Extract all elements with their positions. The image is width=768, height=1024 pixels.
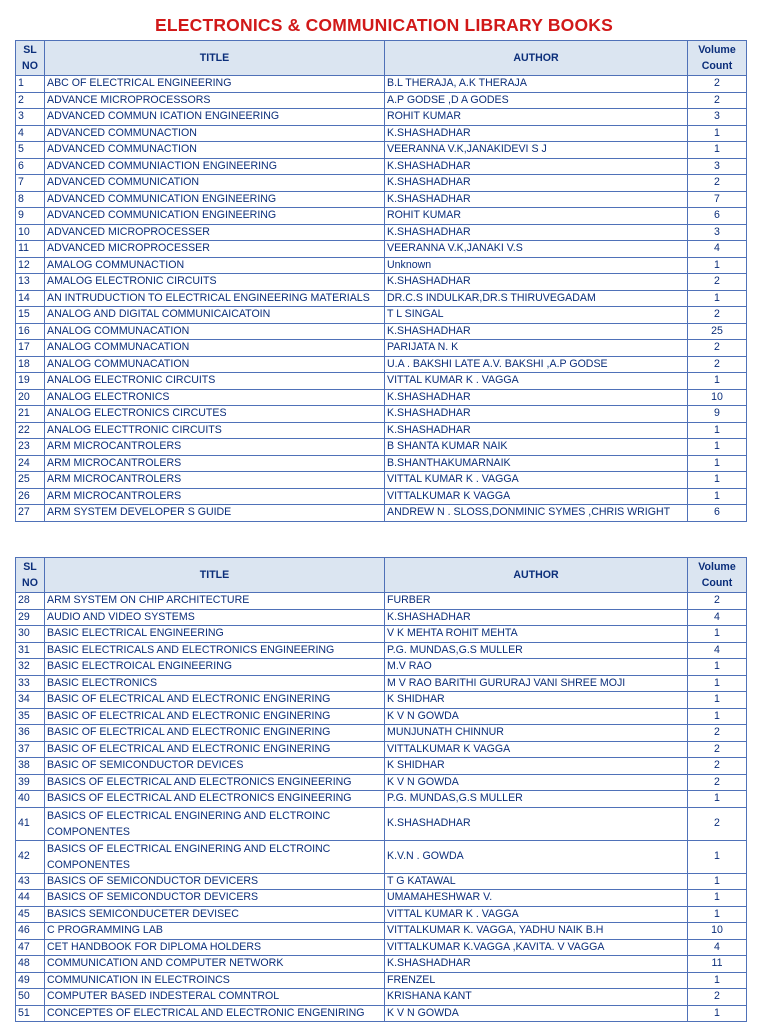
table-row	[16, 76, 747, 93]
title-cell: ARM SYSTEM DEVELOPER S GUIDE	[45, 505, 385, 522]
title-cell: BASICS OF SEMICONDUCTOR DEVICERS	[45, 873, 385, 890]
table-row	[16, 840, 747, 873]
title-cell: BASICS OF ELECTRICAL ENGINERING AND ELCTROINC COMPONENTES	[45, 807, 385, 840]
title-cell: ANALOG COMMUNACATION	[45, 323, 385, 340]
title-cell: ARM MICROCANTROLERS	[45, 439, 385, 456]
author-cell: VITTALKUMAR K. VAGGA, YADHU NAIK B.H	[385, 923, 688, 940]
author-cell: K.SHASHADHAR	[385, 274, 688, 291]
volume-count-cell: 3	[688, 158, 747, 175]
volume-count-cell: 2	[688, 989, 747, 1006]
table-row	[16, 241, 747, 258]
author-cell: K SHIDHAR	[385, 758, 688, 775]
author-cell: K.SHASHADHAR	[385, 807, 688, 840]
sl-no-cell: 36	[16, 725, 45, 742]
volume-count-cell: 1	[688, 840, 747, 873]
table-row	[16, 807, 747, 840]
author-cell: VEERANNA V.K,JANAKI V.S	[385, 241, 688, 258]
sl-no-cell: 13	[16, 274, 45, 291]
author-cell: M.V RAO	[385, 659, 688, 676]
header-title: TITLE	[45, 558, 385, 593]
sl-no-cell: 46	[16, 923, 45, 940]
sl-no-cell: 20	[16, 389, 45, 406]
sl-no-cell: 37	[16, 741, 45, 758]
sl-no-cell: 3	[16, 109, 45, 126]
volume-count-cell: 3	[688, 224, 747, 241]
sl-no-cell: 33	[16, 675, 45, 692]
table-row	[16, 505, 747, 522]
sl-no-cell: 23	[16, 439, 45, 456]
author-cell: UMAMAHESHWAR V.	[385, 890, 688, 907]
title-cell: CONCEPTES OF ELECTRICAL AND ELECTRONIC ENGENIRING	[45, 1005, 385, 1022]
title-cell: CET HANDBOOK FOR DIPLOMA HOLDERS	[45, 939, 385, 956]
table-row	[16, 972, 747, 989]
title-cell: BASIC ELECTRONICS	[45, 675, 385, 692]
table-row	[16, 142, 747, 159]
author-cell: VITTALKUMAR K VAGGA	[385, 488, 688, 505]
table-row	[16, 422, 747, 439]
author-cell: PARIJATA N. K	[385, 340, 688, 357]
author-cell: K V N GOWDA	[385, 708, 688, 725]
table-row	[16, 725, 747, 742]
sl-no-cell: 11	[16, 241, 45, 258]
author-cell: K.SHASHADHAR	[385, 422, 688, 439]
title-cell: BASIC OF ELECTRICAL AND ELECTRONIC ENGINERING	[45, 692, 385, 709]
volume-count-cell: 6	[688, 505, 747, 522]
title-cell: BASIC OF ELECTRICAL AND ELECTRONIC ENGINERING	[45, 725, 385, 742]
table-row	[16, 323, 747, 340]
sl-no-cell: 9	[16, 208, 45, 225]
author-cell: VEERANNA V.K,JANAKIDEVI S J	[385, 142, 688, 159]
table-row	[16, 906, 747, 923]
author-cell: T L SINGAL	[385, 307, 688, 324]
sl-no-cell: 4	[16, 125, 45, 142]
sl-no-cell: 43	[16, 873, 45, 890]
author-cell: K.SHASHADHAR	[385, 956, 688, 973]
sl-no-cell: 14	[16, 290, 45, 307]
sl-no-cell: 18	[16, 356, 45, 373]
title-cell: ANALOG ELECTRONICS	[45, 389, 385, 406]
table-row	[16, 290, 747, 307]
title-cell: COMMUNICATION AND COMPUTER NETWORK	[45, 956, 385, 973]
table-row	[16, 956, 747, 973]
volume-count-cell: 4	[688, 642, 747, 659]
title-cell: BASICS OF SEMICONDUCTOR DEVICERS	[45, 890, 385, 907]
table-row	[16, 455, 747, 472]
table-row	[16, 109, 747, 126]
author-cell: VITTAL KUMAR K . VAGGA	[385, 906, 688, 923]
volume-count-cell: 1	[688, 455, 747, 472]
volume-count-cell: 11	[688, 956, 747, 973]
title-cell: ARM SYSTEM ON CHIP ARCHITECTURE	[45, 593, 385, 610]
title-cell: ADVANCED COMMUNIACTION ENGINEERING	[45, 158, 385, 175]
author-cell: K V N GOWDA	[385, 1005, 688, 1022]
author-cell: K.SHASHADHAR	[385, 609, 688, 626]
table-row	[16, 593, 747, 610]
title-cell: COMMUNICATION IN ELECTROINCS	[45, 972, 385, 989]
table-row	[16, 989, 747, 1006]
table-body	[16, 76, 747, 522]
sl-no-cell: 19	[16, 373, 45, 390]
sl-no-cell: 26	[16, 488, 45, 505]
author-cell: A.P GODSE ,D A GODES	[385, 92, 688, 109]
table-row	[16, 609, 747, 626]
sl-no-cell: 2	[16, 92, 45, 109]
title-cell: AN INTRUDUCTION TO ELECTRICAL ENGINEERING MATERIALS	[45, 290, 385, 307]
volume-count-cell: 1	[688, 373, 747, 390]
table-row	[16, 439, 747, 456]
volume-count-cell: 1	[688, 626, 747, 643]
table-row	[16, 191, 747, 208]
sl-no-cell: 47	[16, 939, 45, 956]
table-row	[16, 307, 747, 324]
author-cell: B SHANTA KUMAR NAIK	[385, 439, 688, 456]
volume-count-cell: 1	[688, 488, 747, 505]
author-cell: K.SHASHADHAR	[385, 224, 688, 241]
sl-no-cell: 35	[16, 708, 45, 725]
sl-no-cell: 32	[16, 659, 45, 676]
sl-no-cell: 24	[16, 455, 45, 472]
volume-count-cell: 1	[688, 791, 747, 808]
table-row	[16, 356, 747, 373]
volume-count-cell: 1	[688, 890, 747, 907]
volume-count-cell: 10	[688, 389, 747, 406]
author-cell: K.SHASHADHAR	[385, 158, 688, 175]
sl-no-cell: 5	[16, 142, 45, 159]
sl-no-cell: 15	[16, 307, 45, 324]
author-cell: P.G. MUNDAS,G.S MULLER	[385, 791, 688, 808]
title-cell: COMPUTER BASED INDESTERAL COMNTROL	[45, 989, 385, 1006]
table-row	[16, 208, 747, 225]
author-cell: K SHIDHAR	[385, 692, 688, 709]
volume-count-cell: 3	[688, 109, 747, 126]
title-cell: ANALOG ELECTRONICS CIRCUTES	[45, 406, 385, 423]
volume-count-cell: 1	[688, 290, 747, 307]
volume-count-cell: 1	[688, 659, 747, 676]
title-cell: AMALOG COMMUNACTION	[45, 257, 385, 274]
table-header-row	[16, 558, 747, 593]
title-cell: AMALOG ELECTRONIC CIRCUITS	[45, 274, 385, 291]
sl-no-cell: 17	[16, 340, 45, 357]
sl-no-cell: 41	[16, 807, 45, 840]
sl-no-cell: 25	[16, 472, 45, 489]
title-cell: C PROGRAMMING LAB	[45, 923, 385, 940]
title-cell: BASICS OF ELECTRICAL AND ELECTRONICS ENGINEERING	[45, 791, 385, 808]
header-title: TITLE	[45, 41, 385, 76]
volume-count-cell: 2	[688, 774, 747, 791]
title-cell: BASIC OF ELECTRICAL AND ELECTRONIC ENGINERING	[45, 708, 385, 725]
author-cell: KRISHANA KANT	[385, 989, 688, 1006]
table-row	[16, 92, 747, 109]
volume-count-cell: 1	[688, 439, 747, 456]
volume-count-cell: 2	[688, 356, 747, 373]
sl-no-cell: 8	[16, 191, 45, 208]
sl-no-cell: 42	[16, 840, 45, 873]
table-row	[16, 890, 747, 907]
title-cell: ARM MICROCANTROLERS	[45, 472, 385, 489]
author-cell: ANDREW N . SLOSS,DONMINIC SYMES ,CHRIS WRIGHT	[385, 505, 688, 522]
table-row	[16, 125, 747, 142]
header-author: AUTHOR	[385, 558, 688, 593]
sl-no-cell: 40	[16, 791, 45, 808]
table-row	[16, 692, 747, 709]
volume-count-cell: 6	[688, 208, 747, 225]
author-cell: Unknown	[385, 257, 688, 274]
volume-count-cell: 2	[688, 593, 747, 610]
sl-no-cell: 29	[16, 609, 45, 626]
sl-no-cell: 12	[16, 257, 45, 274]
title-cell: BASIC OF SEMICONDUCTOR DEVICES	[45, 758, 385, 775]
author-cell: K.V.N . GOWDA	[385, 840, 688, 873]
author-cell: VITTAL KUMAR K . VAGGA	[385, 373, 688, 390]
title-cell: ANALOG AND DIGITAL COMMUNICAICATOIN	[45, 307, 385, 324]
header-sl-no: SL NO	[16, 41, 45, 76]
sl-no-cell: 10	[16, 224, 45, 241]
title-cell: BASICS OF ELECTRICAL ENGINERING AND ELCTROINC COMPONENTES	[45, 840, 385, 873]
header-volume-count: Volume Count	[688, 41, 747, 76]
sl-no-cell: 39	[16, 774, 45, 791]
author-cell: K.SHASHADHAR	[385, 191, 688, 208]
title-cell: ADVANCED COMMUNICATION ENGINEERING	[45, 191, 385, 208]
header-volume-count: Volume Count	[688, 558, 747, 593]
table-row	[16, 257, 747, 274]
table-row	[16, 939, 747, 956]
books-table-2	[15, 557, 747, 1022]
volume-count-cell: 25	[688, 323, 747, 340]
sl-no-cell: 50	[16, 989, 45, 1006]
sl-no-cell: 31	[16, 642, 45, 659]
table-row	[16, 873, 747, 890]
table-row	[16, 708, 747, 725]
table-header-row	[16, 41, 747, 76]
title-cell: ADVANCED COMMUNICATION	[45, 175, 385, 192]
author-cell: T G KATAWAL	[385, 873, 688, 890]
author-cell: ROHIT KUMAR	[385, 208, 688, 225]
author-cell: K V N GOWDA	[385, 774, 688, 791]
sl-no-cell: 44	[16, 890, 45, 907]
table-row	[16, 675, 747, 692]
volume-count-cell: 7	[688, 191, 747, 208]
sl-no-cell: 49	[16, 972, 45, 989]
title-cell: ADVANCED COMMUNICATION ENGINEERING	[45, 208, 385, 225]
title-cell: AUDIO AND VIDEO SYSTEMS	[45, 609, 385, 626]
author-cell: FURBER	[385, 593, 688, 610]
author-cell: K.SHASHADHAR	[385, 125, 688, 142]
table-row	[16, 774, 747, 791]
table-row	[16, 758, 747, 775]
sl-no-cell: 34	[16, 692, 45, 709]
sl-no-cell: 48	[16, 956, 45, 973]
sl-no-cell: 28	[16, 593, 45, 610]
volume-count-cell: 2	[688, 741, 747, 758]
title-cell: BASIC ELECTRICAL ENGINEERING	[45, 626, 385, 643]
header-author: AUTHOR	[385, 41, 688, 76]
sl-no-cell: 27	[16, 505, 45, 522]
table-row	[16, 1005, 747, 1022]
books-table-1	[15, 40, 747, 522]
volume-count-cell: 2	[688, 92, 747, 109]
title-cell: ANALOG ELECTTRONIC CIRCUITS	[45, 422, 385, 439]
volume-count-cell: 2	[688, 725, 747, 742]
page-title: ELECTRONICS & COMMUNICATION LIBRARY BOOKS	[154, 15, 613, 35]
sl-no-cell: 30	[16, 626, 45, 643]
author-cell: K.SHASHADHAR	[385, 389, 688, 406]
title-cell: ARM MICROCANTROLERS	[45, 488, 385, 505]
author-cell: VITTALKUMAR K VAGGA	[385, 741, 688, 758]
sl-no-cell: 7	[16, 175, 45, 192]
table-row	[16, 488, 747, 505]
volume-count-cell: 1	[688, 472, 747, 489]
volume-count-cell: 1	[688, 692, 747, 709]
title-cell: ADVANCED COMMUNACTION	[45, 142, 385, 159]
table-row	[16, 472, 747, 489]
table-row	[16, 158, 747, 175]
volume-count-cell: 1	[688, 708, 747, 725]
volume-count-cell: 1	[688, 972, 747, 989]
author-cell: B.SHANTHAKUMARNAIK	[385, 455, 688, 472]
sl-no-cell: 22	[16, 422, 45, 439]
table-row	[16, 791, 747, 808]
author-cell: ROHIT KUMAR	[385, 109, 688, 126]
volume-count-cell: 4	[688, 609, 747, 626]
title-cell: ANALOG COMMUNACATION	[45, 356, 385, 373]
table-row	[16, 340, 747, 357]
header-sl-no: SL NO	[16, 558, 45, 593]
sl-no-cell: 16	[16, 323, 45, 340]
volume-count-cell: 10	[688, 923, 747, 940]
volume-count-cell: 1	[688, 125, 747, 142]
volume-count-cell: 9	[688, 406, 747, 423]
volume-count-cell: 1	[688, 1005, 747, 1022]
volume-count-cell: 1	[688, 422, 747, 439]
volume-count-cell: 2	[688, 807, 747, 840]
author-cell: M V RAO BARITHI GURURAJ VANI SHREE MOJI	[385, 675, 688, 692]
author-cell: DR.C.S INDULKAR,DR.S THIRUVEGADAM	[385, 290, 688, 307]
title-cell: ADVANCE MICROPROCESSORS	[45, 92, 385, 109]
volume-count-cell: 1	[688, 675, 747, 692]
table-row	[16, 406, 747, 423]
volume-count-cell: 1	[688, 257, 747, 274]
title-cell: BASIC ELECTRICALS AND ELECTRONICS ENGINEERING	[45, 642, 385, 659]
author-cell: U.A . BAKSHI LATE A.V. BAKSHI ,A.P GODSE	[385, 356, 688, 373]
table-row	[16, 626, 747, 643]
volume-count-cell: 2	[688, 274, 747, 291]
author-cell: B.L THERAJA, A.K THERAJA	[385, 76, 688, 93]
volume-count-cell: 1	[688, 142, 747, 159]
volume-count-cell: 1	[688, 873, 747, 890]
title-cell: ABC OF ELECTRICAL ENGINEERING	[45, 76, 385, 93]
author-cell: FRENZEL	[385, 972, 688, 989]
author-cell: VITTALKUMAR K.VAGGA ,KAVITA. V VAGGA	[385, 939, 688, 956]
title-cell: ARM MICROCANTROLERS	[45, 455, 385, 472]
volume-count-cell: 4	[688, 939, 747, 956]
table-row	[16, 923, 747, 940]
sl-no-cell: 38	[16, 758, 45, 775]
table-body	[16, 593, 747, 1022]
table-row	[16, 224, 747, 241]
title-cell: BASICS OF ELECTRICAL AND ELECTRONICS ENGINEERING	[45, 774, 385, 791]
volume-count-cell: 2	[688, 307, 747, 324]
author-cell: K.SHASHADHAR	[385, 323, 688, 340]
title-cell: ANALOG ELECTRONIC CIRCUITS	[45, 373, 385, 390]
table-row	[16, 741, 747, 758]
volume-count-cell: 2	[688, 340, 747, 357]
sl-no-cell: 51	[16, 1005, 45, 1022]
title-cell: BASIC OF ELECTRICAL AND ELECTRONIC ENGINERING	[45, 741, 385, 758]
table-row	[16, 274, 747, 291]
table-row	[16, 642, 747, 659]
volume-count-cell: 2	[688, 758, 747, 775]
author-cell: MUNJUNATH CHINNUR	[385, 725, 688, 742]
author-cell: K.SHASHADHAR	[385, 175, 688, 192]
author-cell: K.SHASHADHAR	[385, 406, 688, 423]
author-cell: VITTAL KUMAR K . VAGGA	[385, 472, 688, 489]
title-cell: ADVANCED MICROPROCESSER	[45, 241, 385, 258]
sl-no-cell: 6	[16, 158, 45, 175]
volume-count-cell: 4	[688, 241, 747, 258]
sl-no-cell: 45	[16, 906, 45, 923]
title-cell: BASIC ELECTROICAL ENGINEERING	[45, 659, 385, 676]
title-cell: ANALOG COMMUNACATION	[45, 340, 385, 357]
title-cell: ADVANCED COMMUN ICATION ENGINEERING	[45, 109, 385, 126]
title-cell: ADVANCED MICROPROCESSER	[45, 224, 385, 241]
sl-no-cell: 1	[16, 76, 45, 93]
sl-no-cell: 21	[16, 406, 45, 423]
volume-count-cell: 1	[688, 906, 747, 923]
table-row	[16, 659, 747, 676]
volume-count-cell: 2	[688, 175, 747, 192]
volume-count-cell: 2	[688, 76, 747, 93]
title-cell: ADVANCED COMMUNACTION	[45, 125, 385, 142]
table-row	[16, 389, 747, 406]
author-cell: P.G. MUNDAS,G.S MULLER	[385, 642, 688, 659]
author-cell: V K MEHTA ROHIT MEHTA	[385, 626, 688, 643]
table-row	[16, 373, 747, 390]
title-cell: BASICS SEMICONDUCETER DEVISEC	[45, 906, 385, 923]
table-row	[16, 175, 747, 192]
